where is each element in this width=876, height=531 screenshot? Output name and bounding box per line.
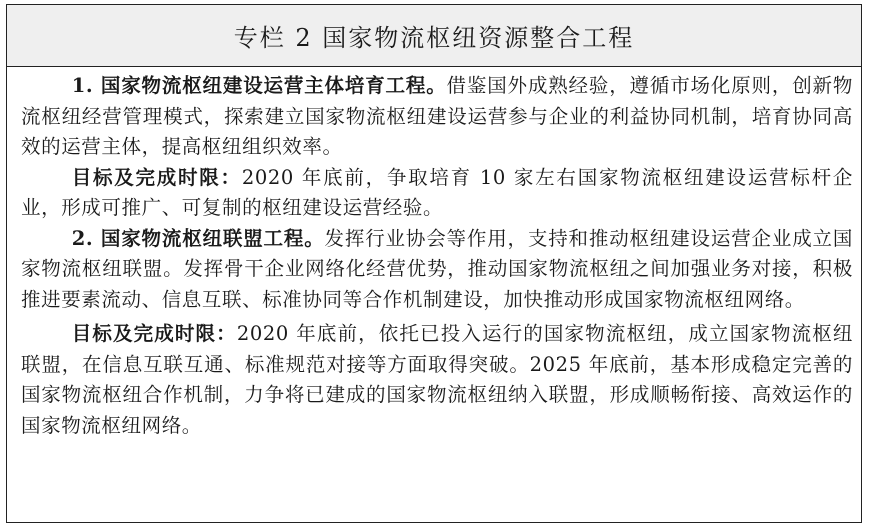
section-2-body: 发挥行业协会等作用，支持和推动枢纽建设运营企业成立国家物流枢纽联盟。发挥骨干企业网络化经营优势，推动国家物流枢纽之间加强业务对接，积极推进要素流动、信息互联、标准协同等合作机制建设，加快推动形成国家物流枢纽网络。 [21,226,853,311]
box-title: 专栏 2 国家物流枢纽资源整合工程 [233,24,635,52]
section-1-target-body: 2020 年底前，争取培育 10 家左右国家物流枢纽建设运营标杆企业，形成可推广、可复制的枢纽建设运营经验。 [21,165,853,219]
box-header [7,5,861,67]
section-1-body: 借鉴国外成熟经验，遵循市场化原则，创新物流枢纽经营管理模式，探索建立国家物流枢纽建设运营参与企业的利益协同机制，培育协同高效的运营主体，提高枢纽组织效率。 [21,74,853,158]
section-2-target-paragraph [21,319,853,441]
section-1-paragraph [21,71,853,163]
section-2-paragraph [21,224,853,316]
section-2-target-lead: 目标及完成时限： [71,322,237,345]
section-2-lead: 2. 国家物流枢纽联盟工程。 [71,226,325,250]
section-1-target-lead: 目标及完成时限： [71,165,242,189]
column-box [6,4,862,523]
box-content [7,67,861,441]
section-1-lead: 1. 国家物流枢纽建设运营主体培育工程。 [71,74,447,97]
section-2-target-body: 2020 年底前，依托已投入运行的国家物流枢纽，成立国家物流枢纽联盟，在信息互联互通、标准规范对接等方面取得突破。2025 年底前，基本形成稳定完善的国家物流枢纽合作机制，力争将已建成的国家物流枢纽纳入联盟，形成顺畅衔接、高效运作的国家物流枢纽网络。 [21,322,853,437]
section-1-target-paragraph [21,163,853,224]
